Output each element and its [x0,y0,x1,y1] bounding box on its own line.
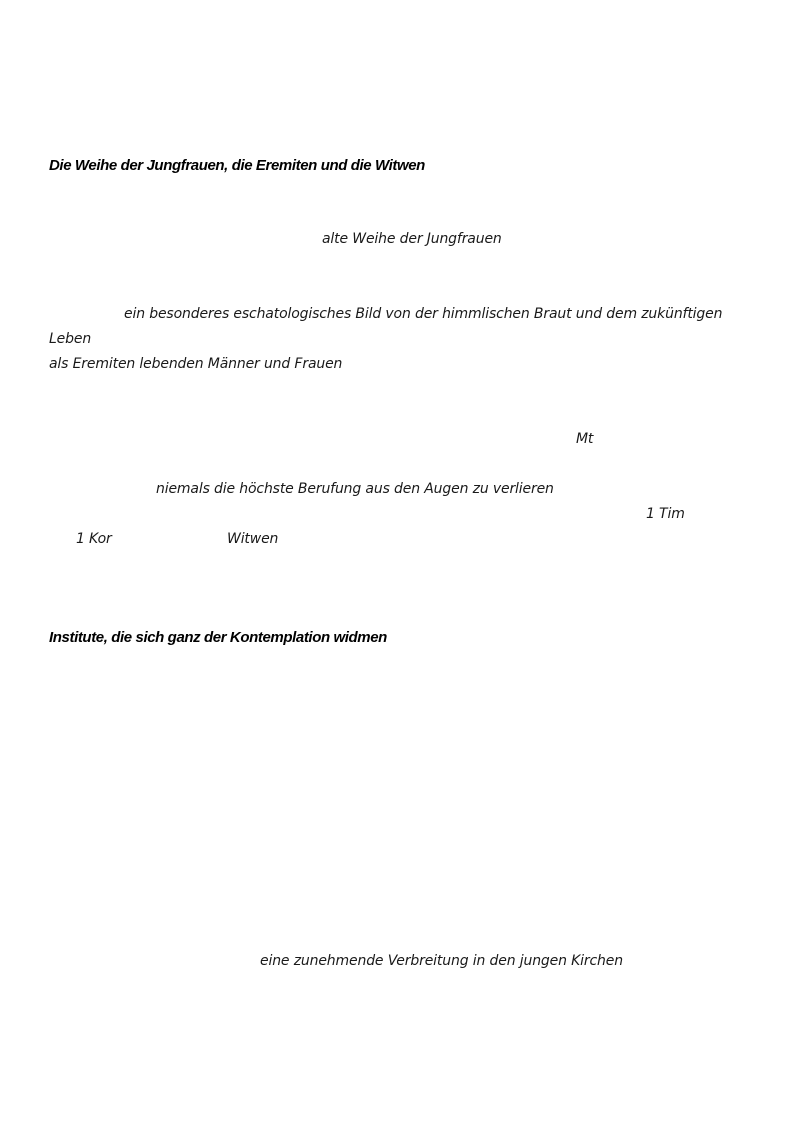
text-fragment-eschatological-image: ein besonderes eschatologisches Bild von der himmlischen Braut und dem zukünftigen [124,306,723,322]
reference-1-tim: 1 Tim [646,506,685,522]
text-fragment-ancient-consecration: alte Weihe der Jungfrauen [322,231,502,247]
reference-1-kor: 1 Kor [76,531,112,547]
text-fragment-life: Leben [49,331,92,347]
text-fragment-widows: Witwen [227,531,279,547]
section-heading-contemplative-institutes: Institute, die sich ganz der Kontemplation widmen [49,629,387,646]
text-fragment-highest-calling: niemals die höchste Berufung aus den Augen zu verlieren [156,481,554,497]
text-fragment-young-churches: eine zunehmende Verbreitung in den jungen Kirchen [260,953,623,969]
section-heading-consecration: Die Weihe der Jungfrauen, die Eremiten und die Witwen [49,157,425,174]
reference-mt: Mt [576,431,594,447]
text-fragment-hermits: als Eremiten lebenden Männer und Frauen [49,356,343,372]
